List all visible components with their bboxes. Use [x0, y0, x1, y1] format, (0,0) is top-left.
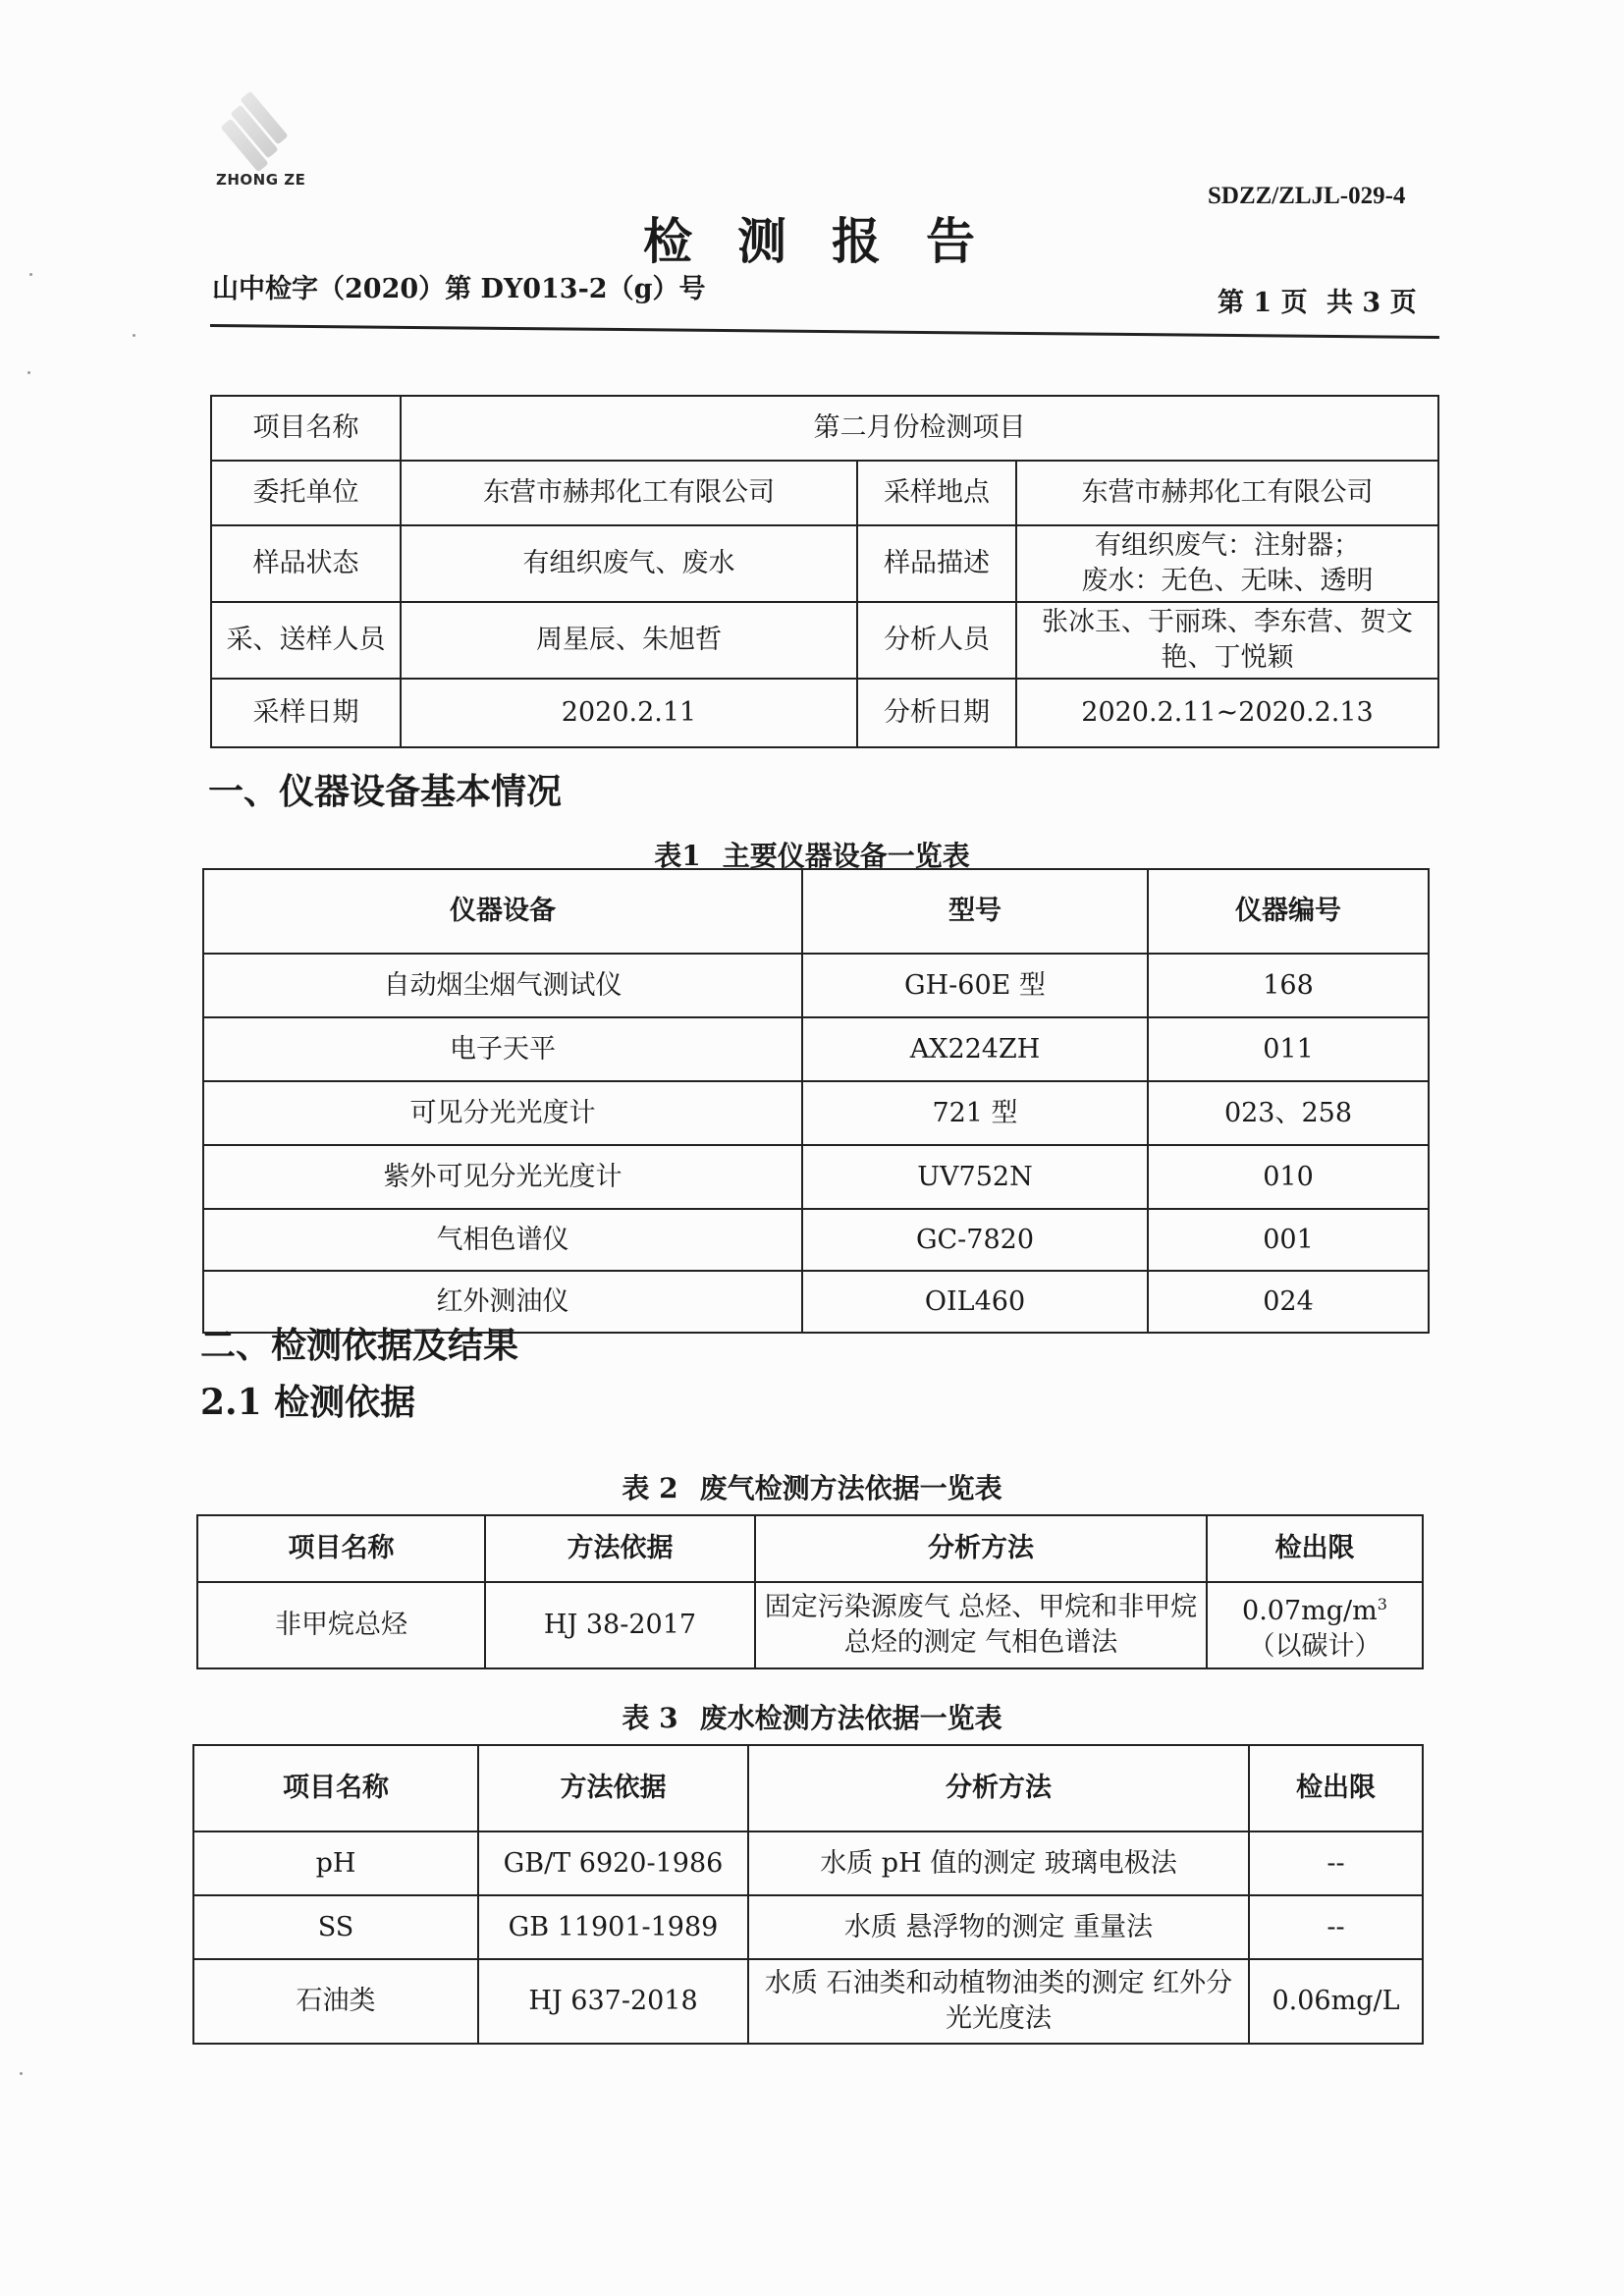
cell-serial: 010 [1148, 1145, 1429, 1209]
section1-heading: 一、仪器设备基本情况 [208, 771, 563, 812]
cell-model: OIL460 [802, 1271, 1148, 1333]
table-row [203, 1145, 1429, 1209]
cell-serial: 001 [1148, 1209, 1429, 1271]
table2-caption [0, 1467, 1624, 1506]
value-sampling-site: 东营市赫邦化工有限公司 [1016, 461, 1438, 525]
value-sample-desc [1016, 525, 1438, 602]
cell-serial: 168 [1148, 954, 1429, 1017]
detection-limit-exponent: 3 [1377, 1594, 1387, 1613]
label-client: 委托单位 [211, 461, 401, 525]
cell-serial: 023、258 [1148, 1081, 1429, 1145]
col-header-detection-limit: 检出限 [1207, 1515, 1423, 1582]
cell-model: GC-7820 [802, 1209, 1148, 1271]
cell-equipment: 紫外可见分光光度计 [203, 1145, 802, 1209]
label-sampling-site: 采样地点 [857, 461, 1016, 525]
page-current: 第 1 页 [1218, 288, 1308, 318]
scan-speck [133, 334, 135, 337]
col-header-method: 分析方法 [755, 1515, 1207, 1582]
cell-model: UV752N [802, 1145, 1148, 1209]
cell-standard: HJ 637-2018 [478, 1959, 748, 2044]
value-analysts: 张冰玉、于丽珠、李东营、贺文艳、丁悦颖 [1016, 602, 1438, 679]
cell-model: 721 型 [802, 1081, 1148, 1145]
page-title: 检测报告 [643, 212, 1020, 270]
cell-model: AX224ZH [802, 1017, 1148, 1081]
cell-detection-limit: -- [1249, 1895, 1423, 1959]
table1-caption-number: 表1 [654, 840, 701, 872]
table-row [197, 1582, 1423, 1668]
cell-method: 水质 pH 值的测定 玻璃电极法 [748, 1831, 1249, 1895]
gas-method-table [196, 1514, 1424, 1669]
cell-method: 固定污染源废气 总烃、甲烷和非甲烷总烃的测定 气相色谱法 [755, 1582, 1207, 1668]
detection-limit-value: 0.07mg/m [1242, 1595, 1378, 1626]
cell-item: pH [193, 1831, 478, 1895]
table1-caption-text: 主要仪器设备一览表 [722, 840, 970, 872]
cell-item: 非甲烷总烃 [197, 1582, 485, 1668]
cell-detection-limit [1207, 1582, 1423, 1668]
detection-limit-note: （以碳计） [1248, 1630, 1381, 1662]
scan-speck [29, 273, 32, 276]
table-row [193, 1895, 1423, 1959]
sample-desc-line2: 废水：无色、无味、透明 [1081, 566, 1374, 596]
table3-caption [0, 1697, 1624, 1736]
label-sample-desc: 样品描述 [857, 525, 1016, 602]
cell-item: 石油类 [193, 1959, 478, 2044]
header-divider [210, 324, 1439, 339]
value-sample-state: 有组织废气、废水 [401, 525, 857, 602]
cell-equipment: 气相色谱仪 [203, 1209, 802, 1271]
summary-table [210, 395, 1439, 748]
cell-serial: 011 [1148, 1017, 1429, 1081]
page-indicator [1218, 281, 1427, 319]
value-analysis-date: 2020.2.11~2020.2.13 [1016, 679, 1438, 747]
water-method-table [192, 1744, 1424, 2045]
cell-method: 水质 石油类和动植物油类的测定 红外分光光度法 [748, 1959, 1249, 2044]
table-row [193, 1959, 1423, 2044]
col-header-standard: 方法依据 [478, 1745, 748, 1831]
cell-equipment: 自动烟尘烟气测试仪 [203, 954, 802, 1017]
cell-equipment: 可见分光光度计 [203, 1081, 802, 1145]
report-number: 山中检字（2020）第 DY013-2（g）号 [212, 274, 706, 304]
scan-speck [20, 2072, 23, 2075]
document-code: SDZZ/ZLJL-029-4 [1208, 183, 1406, 209]
page-total: 共 3 页 [1326, 288, 1417, 318]
cell-model: GH-60E 型 [802, 954, 1148, 1017]
table-row [203, 1081, 1429, 1145]
value-project-name: 第二月份检测项目 [401, 396, 1438, 461]
table-row [193, 1831, 1423, 1895]
cell-standard: HJ 38-2017 [485, 1582, 755, 1668]
col-header-method: 分析方法 [748, 1745, 1249, 1831]
cell-detection-limit: -- [1249, 1831, 1423, 1895]
cell-standard: GB/T 6920-1986 [478, 1831, 748, 1895]
table-row [203, 1017, 1429, 1081]
label-analysts: 分析人员 [857, 602, 1016, 679]
col-header-model: 型号 [802, 869, 1148, 954]
logo-text: ZHONG ZE [216, 171, 306, 189]
label-sample-state: 样品状态 [211, 525, 401, 602]
label-project-name: 项目名称 [211, 396, 401, 461]
scan-speck [27, 371, 30, 374]
cell-method: 水质 悬浮物的测定 重量法 [748, 1895, 1249, 1959]
cell-standard: GB 11901-1989 [478, 1895, 748, 1959]
value-client: 东营市赫邦化工有限公司 [401, 461, 857, 525]
table2-caption-number: 表 2 [622, 1472, 678, 1504]
value-samplers: 周星辰、朱旭哲 [401, 602, 857, 679]
label-sampling-date: 采样日期 [211, 679, 401, 747]
cell-equipment: 红外测油仪 [203, 1271, 802, 1333]
sample-desc-line1: 有组织废气：注射器； [1095, 530, 1360, 561]
col-header-equipment: 仪器设备 [203, 869, 802, 954]
value-sampling-date: 2020.2.11 [401, 679, 857, 747]
cell-item: SS [193, 1895, 478, 1959]
table3-caption-text: 废水检测方法依据一览表 [699, 1702, 1002, 1734]
col-header-item: 项目名称 [197, 1515, 485, 1582]
col-header-item: 项目名称 [193, 1745, 478, 1831]
section2-1-heading: 2.1 检测依据 [200, 1382, 416, 1423]
cell-equipment: 电子天平 [203, 1017, 802, 1081]
label-analysis-date: 分析日期 [857, 679, 1016, 747]
table-row [203, 1209, 1429, 1271]
col-header-serial: 仪器编号 [1148, 869, 1429, 954]
table3-caption-number: 表 3 [622, 1702, 678, 1734]
company-logo [196, 94, 314, 192]
col-header-detection-limit: 检出限 [1249, 1745, 1423, 1831]
section2-heading: 二、检测依据及结果 [200, 1325, 519, 1366]
cell-detection-limit: 0.06mg/L [1249, 1959, 1423, 2044]
table-row [203, 954, 1429, 1017]
label-samplers: 采、送样人员 [211, 602, 401, 679]
equipment-table [202, 868, 1430, 1334]
cell-serial: 024 [1148, 1271, 1429, 1333]
col-header-standard: 方法依据 [485, 1515, 755, 1582]
table2-caption-text: 废气检测方法依据一览表 [699, 1472, 1002, 1504]
